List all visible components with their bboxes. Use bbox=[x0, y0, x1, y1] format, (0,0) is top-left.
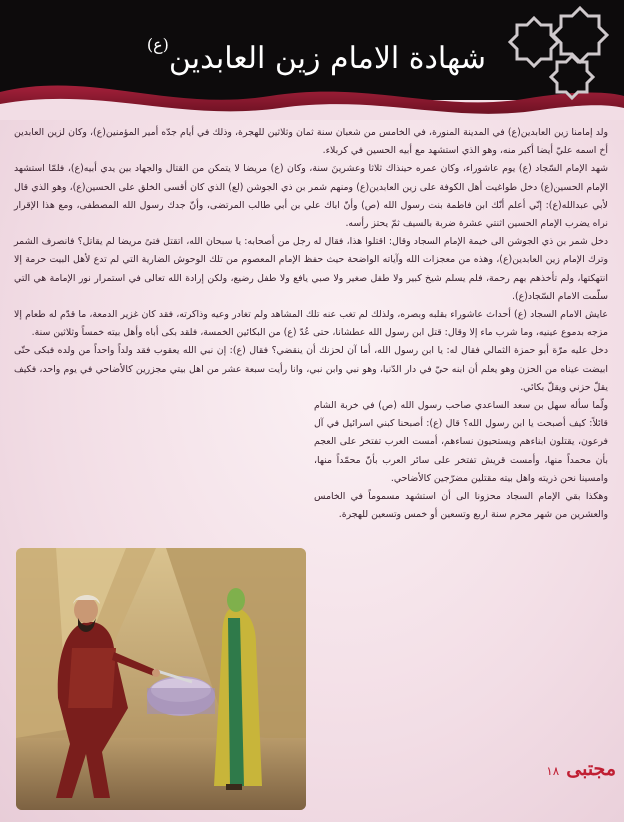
paragraph: عايش الامام السجاد (ع) أحداث عاشوراء بقلبه وبصره، ولذلك لم تغب عنه تلك المشاهد ولم تغادر وعيه وذاكرته، فقد كان غزير الدمعة، ما قدّم له طعام إلا مزجه بدموع عينيه، وما شرب ماء إلا وقال: قتل ابن رسول الله عطشانا، حتى عُدّ (ع) من البكائين الخمسة، فلقد بكى أباه وأهل بيته خمساً وثلاثين سنة. bbox=[14, 309, 608, 339]
page-number: ١٨ bbox=[546, 764, 560, 778]
page-title bbox=[66, 20, 486, 76]
illustration-tent-scene bbox=[16, 548, 306, 810]
page-title-suffix: (ع) bbox=[146, 35, 169, 54]
header-banner bbox=[0, 0, 624, 120]
paragraph: ولّما سأله سهل بن سعد الساعدي صاحب رسول الله (ص) في خربة الشام قائلاً: كيف أصبحت يا ابن رسول الله؟ قال (ع): أصبحنا كبني اسرائيل في آل فرعون، يقتلون ابناءهم ويستحيون نساءهم، أمست العرب تفتخر على العجم بأن محمداً منها، وأمست قريش تفتخر على سائر العرب بأنّ محمّداً منها، وامسينا نحن ذريته واهل بيته مقتلين مضرّجين كالأضاحي. bbox=[314, 400, 608, 484]
paragraph: شهد الإمام السّجاد (ع) يوم عاشوراء، وكان عمره حينذاك ثلاثا وعشرينَ سنة، وكان (ع) مريضا لا يتمكن من القتال والجهاد بين يدي أبيه(ع)، فلمّا استشهد الإمام الحسين(ع) دخل طواغيت أهل الكوفة على زين العابدين(ع) ومنهم شمر بن ذي الجوشن (لع) الذي كان أقسى الخلق على الحسين(ع)، وهو الذي قال لأبي عبدالله(ع): إنّي أعلم أنّك ابن فاطمة بنت رسول الله (ص) وأنّ اباك علي بن أبي طالب المرتضى، وأنّ جدك رسول الله المصطفى، ومع هذا الإقرار نراه يضرب الإمام الحسين اثنتي عشرة ضربة بالسيف ثمّ يحتز رأسه. bbox=[14, 163, 608, 230]
article-body bbox=[14, 124, 608, 524]
paragraph: وهكذا بقي الإمام السجاد محزونا الى أن استشهد مسموماً في الخامس والعشرين من شهر محرم سنة اربع وتسعين أو خمس وتسعين للهجرة. bbox=[314, 491, 608, 521]
paragraph: ولد إمامنا زين العابدين(ع) في المدينة المنورة، في الخامس من شعبان سنة ثمان وثلاثين للهجرة، وذلك في أيام جدّه أمير المؤمنين(ع)، وكان لزين العابدين أخ اسمه عليّ أيضا أكبر منه، وهو الذي استشهد مع أبيه الحسين في كربلاء. bbox=[14, 127, 608, 157]
paragraph: دخل شمر بن ذي الجوشن الى خيمة الإمام السجاد وقال: اقتلوا هذا، فقال له رجل من أصحابه: يا سبحان الله، اتقتل فتىً مريضا لم يقاتل؟ فانصرف الشمر وترك الإمام زين العابدين(ع)، وهذه من معجزات الله وآياته الواضحة حيث حفظ الإمام المعصوم من تلك الوحوش الضارية التي لم تدع لأهل البيت حرمة إلا انتهكتها، ولم تأخذهم بهم رحمة، فلم يسلم شيخ كبير ولا طفل صغير ولا صبي يافع ولا طفل رضيع، ولكن إرادة الله تعالى في استمرار نور الإمامة هي التي سلّمت الامام السّجاد(ع). bbox=[14, 236, 608, 302]
paragraph: دخل عليه مرّة أبو حمزة الثمالي فقال له: يا ابن رسول الله، أما آن لحزنك أن ينقضي؟ فقال (ع): إن نبي الله يعقوب فقد ولداً واحداً من ولده فبكى حتّى ابيضت عيناه من الحزن وهو يعلم أن ابنه حيّ في دار الدّنيا، وهو نبي وابن نبي، وانا رأيت سبعة عشر من اهل بيتي مجزرين كالأضاحي في يوم واحد، فكيف يقلّ حزني ويقلّ بكائي. bbox=[14, 345, 608, 393]
illustration-graphic bbox=[16, 548, 306, 810]
page-title-text: شهادة الامام زين العابدين bbox=[168, 41, 486, 76]
footer-logo bbox=[466, 758, 616, 784]
magazine-name: مجتبى bbox=[566, 758, 616, 780]
